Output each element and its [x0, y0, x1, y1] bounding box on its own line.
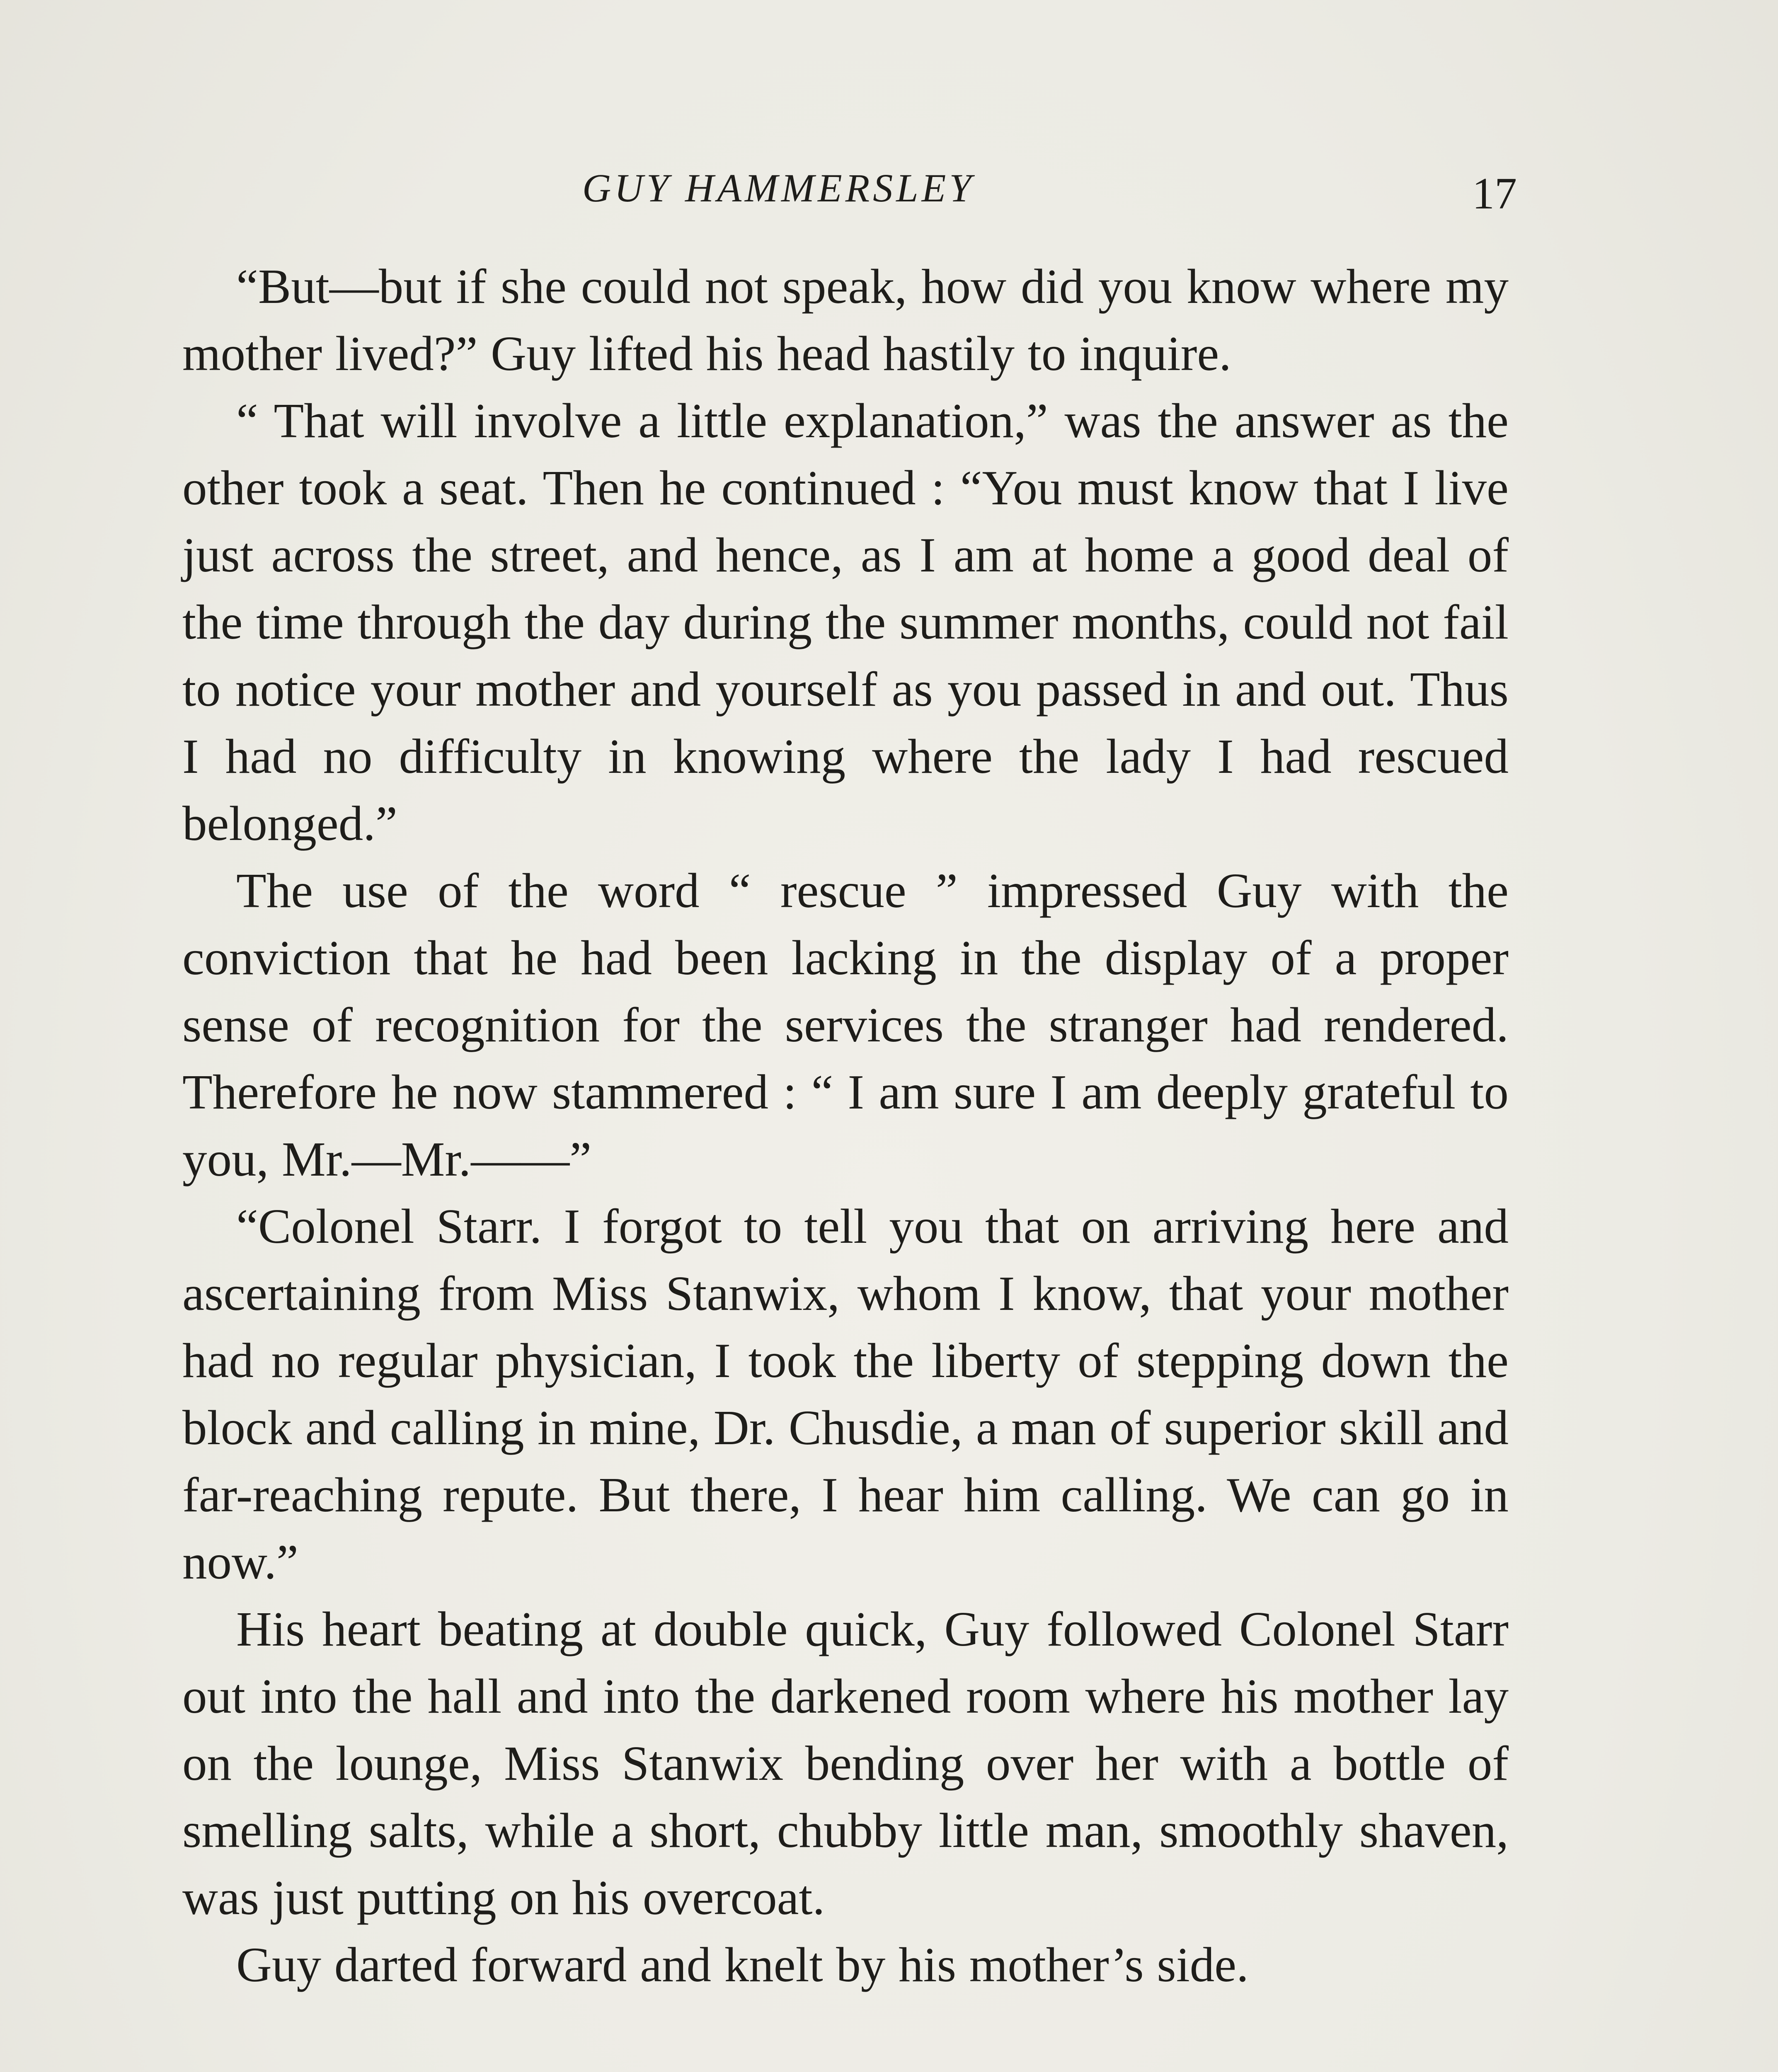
body-text — [182, 253, 1509, 1998]
paragraph: His heart beating at double quick, Guy followed Colonel Starr out into the hall and into the darkened room where his mother lay on the lounge, Miss Stanwix bending over her with a bottle of smelling salts, while a short, chubby little man, smoothly shaven, was just putting on his overcoat. — [182, 1602, 1509, 1925]
paragraph: “Colonel Starr. I forgot to tell you that on arriving here and ascertaining from Miss Stanwix, whom I know, that your mother had no regular physician, I took the liberty of stepping down the block and calling in mine, Dr. Chusdie, a man of superior skill and far-reaching repute. But there, I hear him calling. We can go in now.” — [182, 1199, 1509, 1589]
paragraph: “ That will involve a little explanation,” was the answer as the other took a seat. Then he continued : “You must know that I live just across the street, and hence, as I am at home a good deal of the time through the day during the summer months, could not fail to notice your mother and yourself as you passed in and out. Thus I had no difficulty in knowing where the lady I had rescued belonged.” — [182, 393, 1509, 851]
running-head — [182, 165, 1517, 223]
paragraph: The use of the word “ rescue ” impressed Guy with the conviction that he had been lacking in the display of a proper sense of recognition for the services the stranger had rendered. Therefore he now stammered : “ I am sure I am deeply grateful to you, Mr.—Mr.——” — [182, 863, 1509, 1186]
paragraph: “But—but if she could not speak, how did you know where my mother lived?” Guy lifted his head hastily to inquire. — [182, 259, 1509, 381]
running-title: GUY HAMMERSLEY — [582, 166, 975, 210]
page-number: 17 — [1472, 169, 1517, 218]
paragraph: Guy darted forward and knelt by his mother’s side. — [236, 1937, 1249, 1992]
